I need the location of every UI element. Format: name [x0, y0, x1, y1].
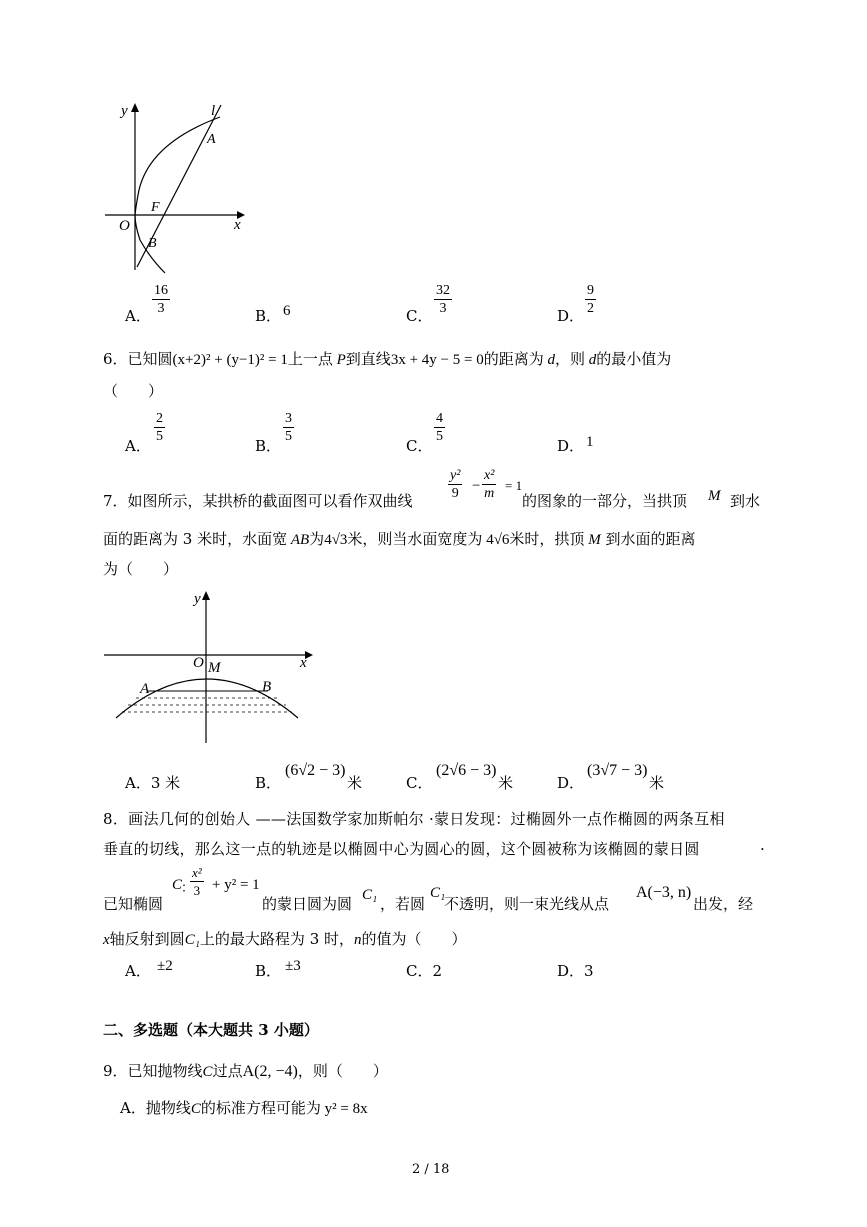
- q8-line4: x轴反射到圆C₁上的最大路程为 3 时，n的值为（ ）: [103, 930, 467, 948]
- q7-line3: 为（ ）: [103, 560, 179, 578]
- fig1-b-label: B: [148, 236, 157, 251]
- q5-a-label: A．: [125, 307, 151, 325]
- q6-stem: 6．已知圆(x+2)² + (y−1)² = 1上一点 P到直线3x + 4y − 5 = 0的距离为 d，则 d的最小值为: [103, 350, 672, 368]
- q9-a-eq: y² = 8x: [324, 1101, 368, 1117]
- q8-point-a: A(−3, n): [636, 884, 692, 901]
- q5-c-label: C．: [406, 307, 433, 325]
- q7-line2: 面的距离为 3 米时，水面宽 AB为4√3米，则当水面宽度为 4√6米时，拱顶 M 到水面的距离: [103, 530, 696, 548]
- q8-ell-frac: $\frac{\text{x²}}{3}$: [192, 865, 202, 898]
- q9-option-a[interactable]: A．抛物线C的标准方程可能为 y² = 8x: [120, 1099, 368, 1117]
- q6-b-fraction: $\frac{3}{5}$: [285, 411, 292, 444]
- q8-line1: 8．画法几何的创始人 ——法国数学家加斯帕尔 ·蒙日发现：过椭圆外一点作椭圆的两条互相: [103, 810, 725, 828]
- q7-line1: 7．如图所示，某拱桥的截面图可以看作双曲线: [103, 492, 413, 510]
- q8-line2: 垂直的切线，那么这一点的轨迹是以椭圆中心为圆心的圆，这个圆被称为该椭圆的蒙日圆: [103, 840, 700, 858]
- fig2-b-label: B: [262, 679, 272, 695]
- q6-a-fraction: $\frac{2}{5}$: [156, 411, 163, 444]
- fig2-a-label: A: [140, 681, 150, 697]
- q7-val1: 4√3: [324, 532, 348, 548]
- q5-c-fraction: $\frac{32}{3}$: [436, 283, 450, 316]
- fig2-m-label: M: [208, 660, 221, 676]
- q5-d-label: D．: [557, 307, 585, 325]
- fig2-y-label: y: [194, 591, 201, 607]
- q5-d-fraction: $\frac{9}{2}$: [587, 283, 594, 316]
- fig1-x-label: x: [234, 217, 241, 233]
- fig1-f-label: F: [151, 200, 160, 215]
- q6-circle-eq: (x+2)² + (y−1)² = 1: [172, 352, 288, 368]
- q7-hyp-frac2: $\frac{\text{x²}}{m}$: [484, 468, 495, 501]
- fig1-a-label: A: [207, 132, 216, 147]
- section-heading: 二、多选题（本大题共 3 小题）: [103, 1021, 319, 1039]
- q6-line-eq: 3x + 4y − 5 = 0: [390, 352, 484, 368]
- page-number: 2 / 18: [412, 1162, 450, 1177]
- q6-c-fraction: $\frac{4}{5}$: [436, 411, 443, 444]
- q9-stem: 9．已知抛物线C过点A(2, −4)，则（ ）: [103, 1062, 388, 1080]
- fig1-y-label: y: [121, 103, 128, 119]
- parabola-figure: [95, 95, 255, 275]
- fig2-o-label: O: [193, 655, 204, 671]
- q5-a-fraction: $\frac{16}{3}$: [154, 283, 168, 316]
- fig1-o-label: O: [119, 218, 130, 234]
- q6-paren: （ ）: [103, 382, 164, 400]
- arch-bridge-figure: [100, 585, 325, 750]
- q7-hyp-frac1: $\frac{\text{y²}}{9}$: [450, 468, 461, 501]
- q7-val2: 4√6: [486, 532, 510, 548]
- q5-b-label: B．: [255, 307, 282, 325]
- fig2-x-label: x: [300, 655, 307, 671]
- q5-b-value: 6: [283, 303, 291, 319]
- q9-point-a: A(2, −4): [242, 1063, 298, 1080]
- fig1-l-label: l: [211, 103, 216, 119]
